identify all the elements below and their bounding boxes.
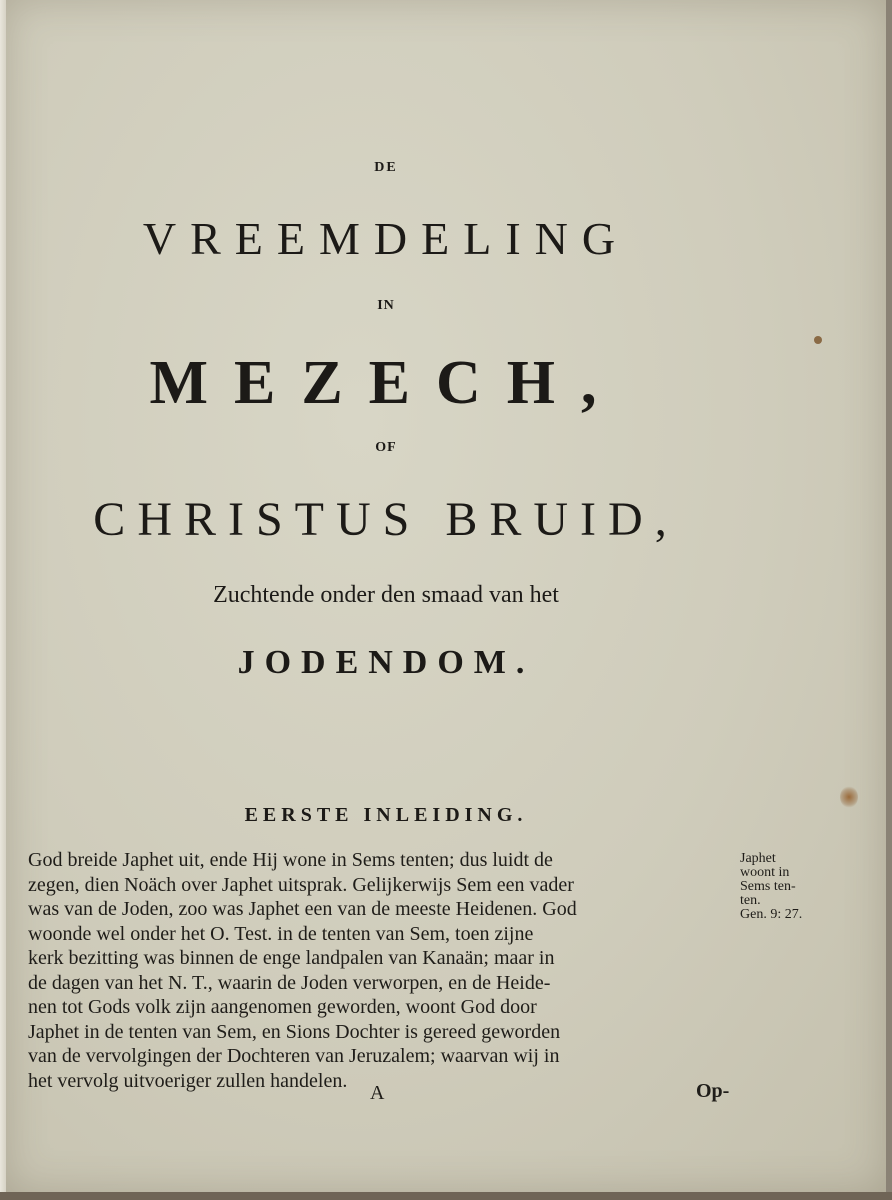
title-mezech: MEZECH, (149, 349, 623, 417)
margin-note-line: ten. (740, 893, 761, 908)
title-in: IN (377, 298, 395, 313)
title-of: OF (375, 440, 397, 455)
body-line: de dagen van het N. T., waarin de Joden verworpen, en de Heide- (28, 971, 551, 994)
title-jodendom: JODENDOM. (237, 644, 535, 681)
margin-note-line: woont in (740, 865, 790, 880)
margin-note-line: Japhet (740, 851, 776, 866)
title-vreemdeling: VREEMDELING (142, 213, 630, 264)
margin-note-line: Sems ten- (740, 879, 796, 894)
margin-note (740, 852, 820, 922)
page-bottom-edge (0, 1192, 892, 1200)
foxing-stain (840, 786, 858, 808)
book-page (6, 0, 886, 1192)
catchword: Op- (696, 1080, 730, 1102)
body-line: God breide Japhet uit, ende Hij wone in Sems tenten; dus luidt de (28, 849, 553, 871)
body-paragraph (28, 848, 740, 1093)
subtitle: Zuchtende onder den smaad van het (213, 582, 559, 608)
margin-note-line: Gen. 9: 27. (740, 907, 803, 922)
body-line: nen tot Gods volk zijn aangenomen geworden, woont God door (28, 996, 537, 1018)
body-line: van de vervolgingen der Dochteren van Jeruzalem; waarvan wij in (28, 1045, 560, 1067)
body-line: Japhet in de tenten van Sem, en Sions Dochter is gereed geworden (28, 1020, 561, 1043)
body-line: woonde wel onder het O. Test. in de tenten van Sem, toen zijne (28, 922, 534, 945)
title-de: DE (374, 160, 398, 175)
body-line: zegen, dien Noäch over Japhet uitsprak. Gelijkerwijs Sem een vader (28, 873, 574, 896)
body-line: het vervolg uitvoeriger zullen handelen. (28, 1069, 348, 1092)
section-heading: EERSTE INLEIDING. (244, 804, 528, 826)
title-christus-bruid: CHRISTUS BRUID, (93, 493, 679, 546)
body-line: was van de Joden, zoo was Japhet een van de meeste Heidenen. God (28, 898, 577, 920)
body-line: kerk bezitting was binnen de enge landpalen van Kanaän; maar in (28, 947, 555, 969)
ink-speck (814, 336, 822, 344)
signature-mark: A (370, 1082, 385, 1104)
